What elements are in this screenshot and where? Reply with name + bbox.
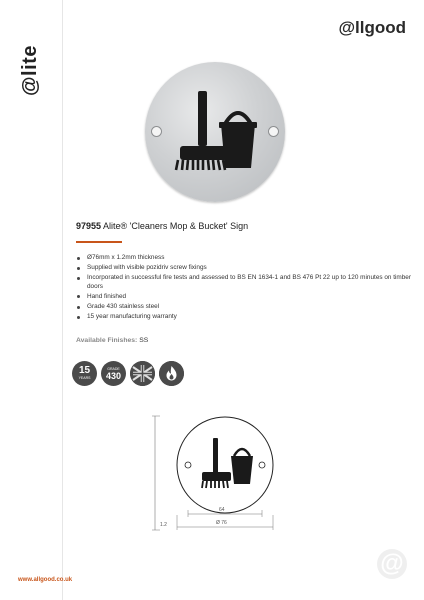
feature-item: Hand finished	[76, 293, 416, 302]
warranty-years-label: YEARS	[78, 376, 91, 380]
website-url[interactable]: www.allgood.co.uk	[18, 577, 73, 583]
technical-drawing	[150, 410, 280, 550]
feature-item: Incorporated in successful fire tests and assessed to BS EN 1634-1 and BS 476 Pt 22 up to 120 minutes on timber doors	[76, 274, 416, 291]
product-name: Alite® 'Cleaners Mop & Bucket' Sign	[101, 221, 249, 231]
warranty-badge	[72, 361, 97, 386]
union-flag-icon	[130, 361, 155, 386]
feature-item: 15 year manufacturing warranty	[76, 313, 416, 322]
mop-bucket-icon	[145, 62, 285, 202]
alite-logo	[12, 40, 48, 100]
feature-item: Grade 430 stainless steel	[76, 303, 416, 312]
at-watermark-icon: @	[377, 549, 407, 579]
feature-list	[76, 254, 416, 323]
finishes-label: Available Finishes:	[76, 337, 138, 344]
grade-label: GRADE	[107, 366, 120, 371]
feature-item: Supplied with visible pozidriv screw fixings	[76, 264, 416, 273]
allgood-logo: @llgood	[338, 18, 406, 37]
product-code: 97955	[76, 221, 102, 231]
flame-icon	[159, 361, 184, 386]
dimension-diameter: Ø 76	[216, 520, 227, 526]
feature-item: Ø76mm x 1.2mm thickness	[76, 254, 416, 263]
dimension-thickness: 1.2	[160, 522, 167, 528]
product-title	[76, 221, 248, 231]
sidebar	[0, 0, 63, 600]
title-underline	[76, 241, 122, 243]
product-photo	[145, 62, 285, 202]
alite-logo-text: @lite	[18, 44, 41, 96]
available-finishes	[76, 337, 148, 344]
warranty-years: 15	[78, 365, 91, 376]
dimension-inner: 64	[219, 507, 225, 513]
grade-badge	[101, 361, 126, 386]
badge-row	[72, 361, 184, 386]
dimension-drawing	[150, 410, 280, 550]
finishes-value: SS	[137, 337, 149, 344]
grade-number: 430	[105, 370, 122, 381]
